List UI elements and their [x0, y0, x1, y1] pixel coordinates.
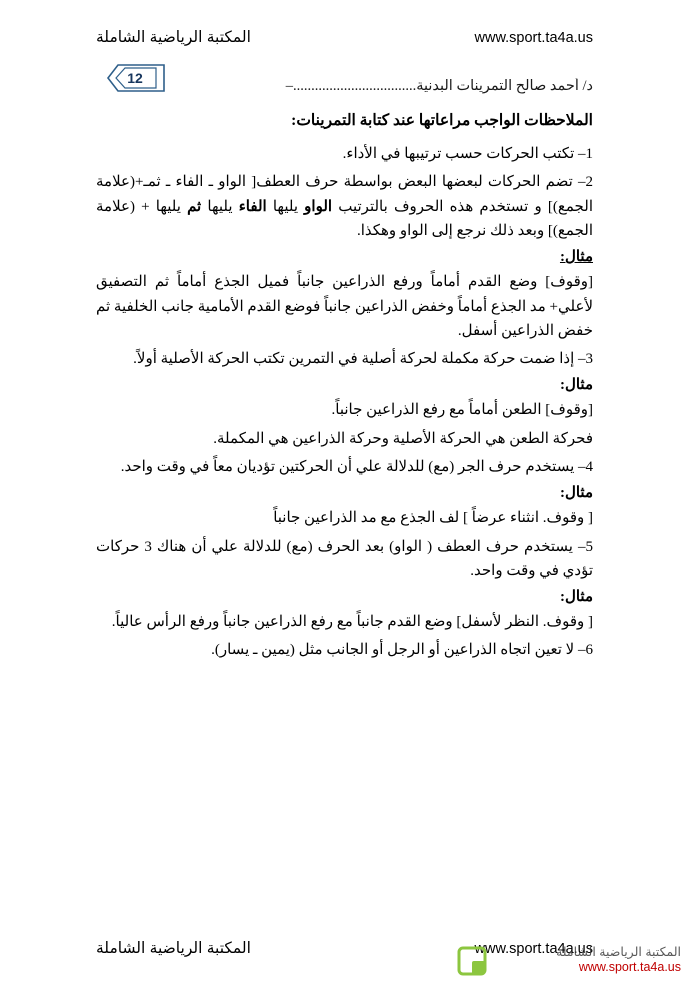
header-url: www.sport.ta4a.us [474, 29, 593, 46]
example-label-2: مثال: [559, 377, 593, 394]
watermark-logo-icon [457, 946, 487, 976]
header-title: المكتبة الرياضية الشاملة [96, 29, 251, 46]
list-item-2 [96, 170, 593, 243]
footer-title: المكتبة الرياضية الشاملة [96, 940, 251, 957]
item2-part-a: 2– تضم الحركات لبعضها البعض بواسطة حرف العطف[ الواو ـ الفاء ـ ثمـ+(علامة الجمع)] و تستخدم هذه الحروف بالترتيب [96, 174, 593, 215]
example-label-1: مثال: [559, 249, 593, 266]
list-item-3: 3– إذا ضمت حركة مكملة لحركة أصلية في التمرين تكتب الحركة الأصلية أولاً. [133, 351, 593, 368]
example-text-3: [ وقوف. انثناء عرضاً ] لف الجذع مع مد الذراعين جانباً [273, 510, 593, 527]
item2-part-g: يليها + (علامة الجمع)] وبعد ذلك نرجع إلى الواو وهكذا. [96, 198, 593, 239]
page-number-badge [96, 63, 174, 93]
document-body [96, 109, 593, 663]
page-header [96, 28, 593, 47]
item2-bold-thumma: ثم [187, 198, 202, 215]
section-title: الملاحظات الواجب مراعاتها عند كتابة التمرينات: [291, 112, 593, 129]
example-text-2-line-2: فحركة الطعن هي الحركة الأصلية وحركة الذراعين هي المكملة. [213, 430, 593, 447]
list-item-4: 4– يستخدم حرف الجر (مع) للدلالة علي أن الحركتين تؤديان معاً في وقت واحد. [120, 458, 593, 475]
list-item-1: 1– تكتب الحركات حسب ترتيبها في الأداء. [342, 146, 593, 163]
item2-bold-faa: الفاء [238, 198, 267, 215]
page-number-text: 12 [127, 70, 143, 86]
example-text-1: [وقوف] وضع القدم أماماً ورفع الذراعين جانباً فميل الجذع أماماً ثم التصفيق لأعلي+ مد الجذع أماماً وخفض الذراعين جانباً فوضع القدم الأمامية جانب الخلفية ثم خفض الذراعين أسفل. [96, 274, 593, 339]
watermark [491, 945, 681, 976]
list-item-5: 5– يستخدم حرف العطف ( الواو) بعد الحرف (مع) للدلالة علي أن هناك 3 حركات تؤدي في وقت واحد. [96, 538, 593, 579]
example-label-3: مثال: [559, 485, 593, 502]
example-text-2-line-1: [وقوف] الطعن أماماً مع رفع الذراعين جانباً. [331, 402, 593, 419]
watermark-title: المكتبة الرياضية الشاملة [556, 944, 681, 959]
item2-part-c: يليها [266, 198, 305, 215]
watermark-url: www.sport.ta4a.us [578, 960, 681, 975]
list-item-6: 6– لا تعين اتجاه الذراعين أو الرجل أو الجانب مثل (يمين ـ يسار). [211, 642, 593, 659]
item2-part-e: يليها [201, 198, 239, 215]
page-number-band [96, 63, 593, 93]
item2-bold-waw: الواو [304, 198, 333, 215]
footer-url: www.sport.ta4a.us [474, 940, 593, 957]
example-label-4: مثال: [559, 589, 593, 606]
band-dotted-line: د/ أحمد صالح التمرينات البدنية..................................– [285, 78, 593, 94]
example-text-4: [ وقوف. النظر لأسفل] وضع القدم جانباً مع رفع الذراعين جانباً ورفع الرأس عالياً. [111, 614, 593, 631]
